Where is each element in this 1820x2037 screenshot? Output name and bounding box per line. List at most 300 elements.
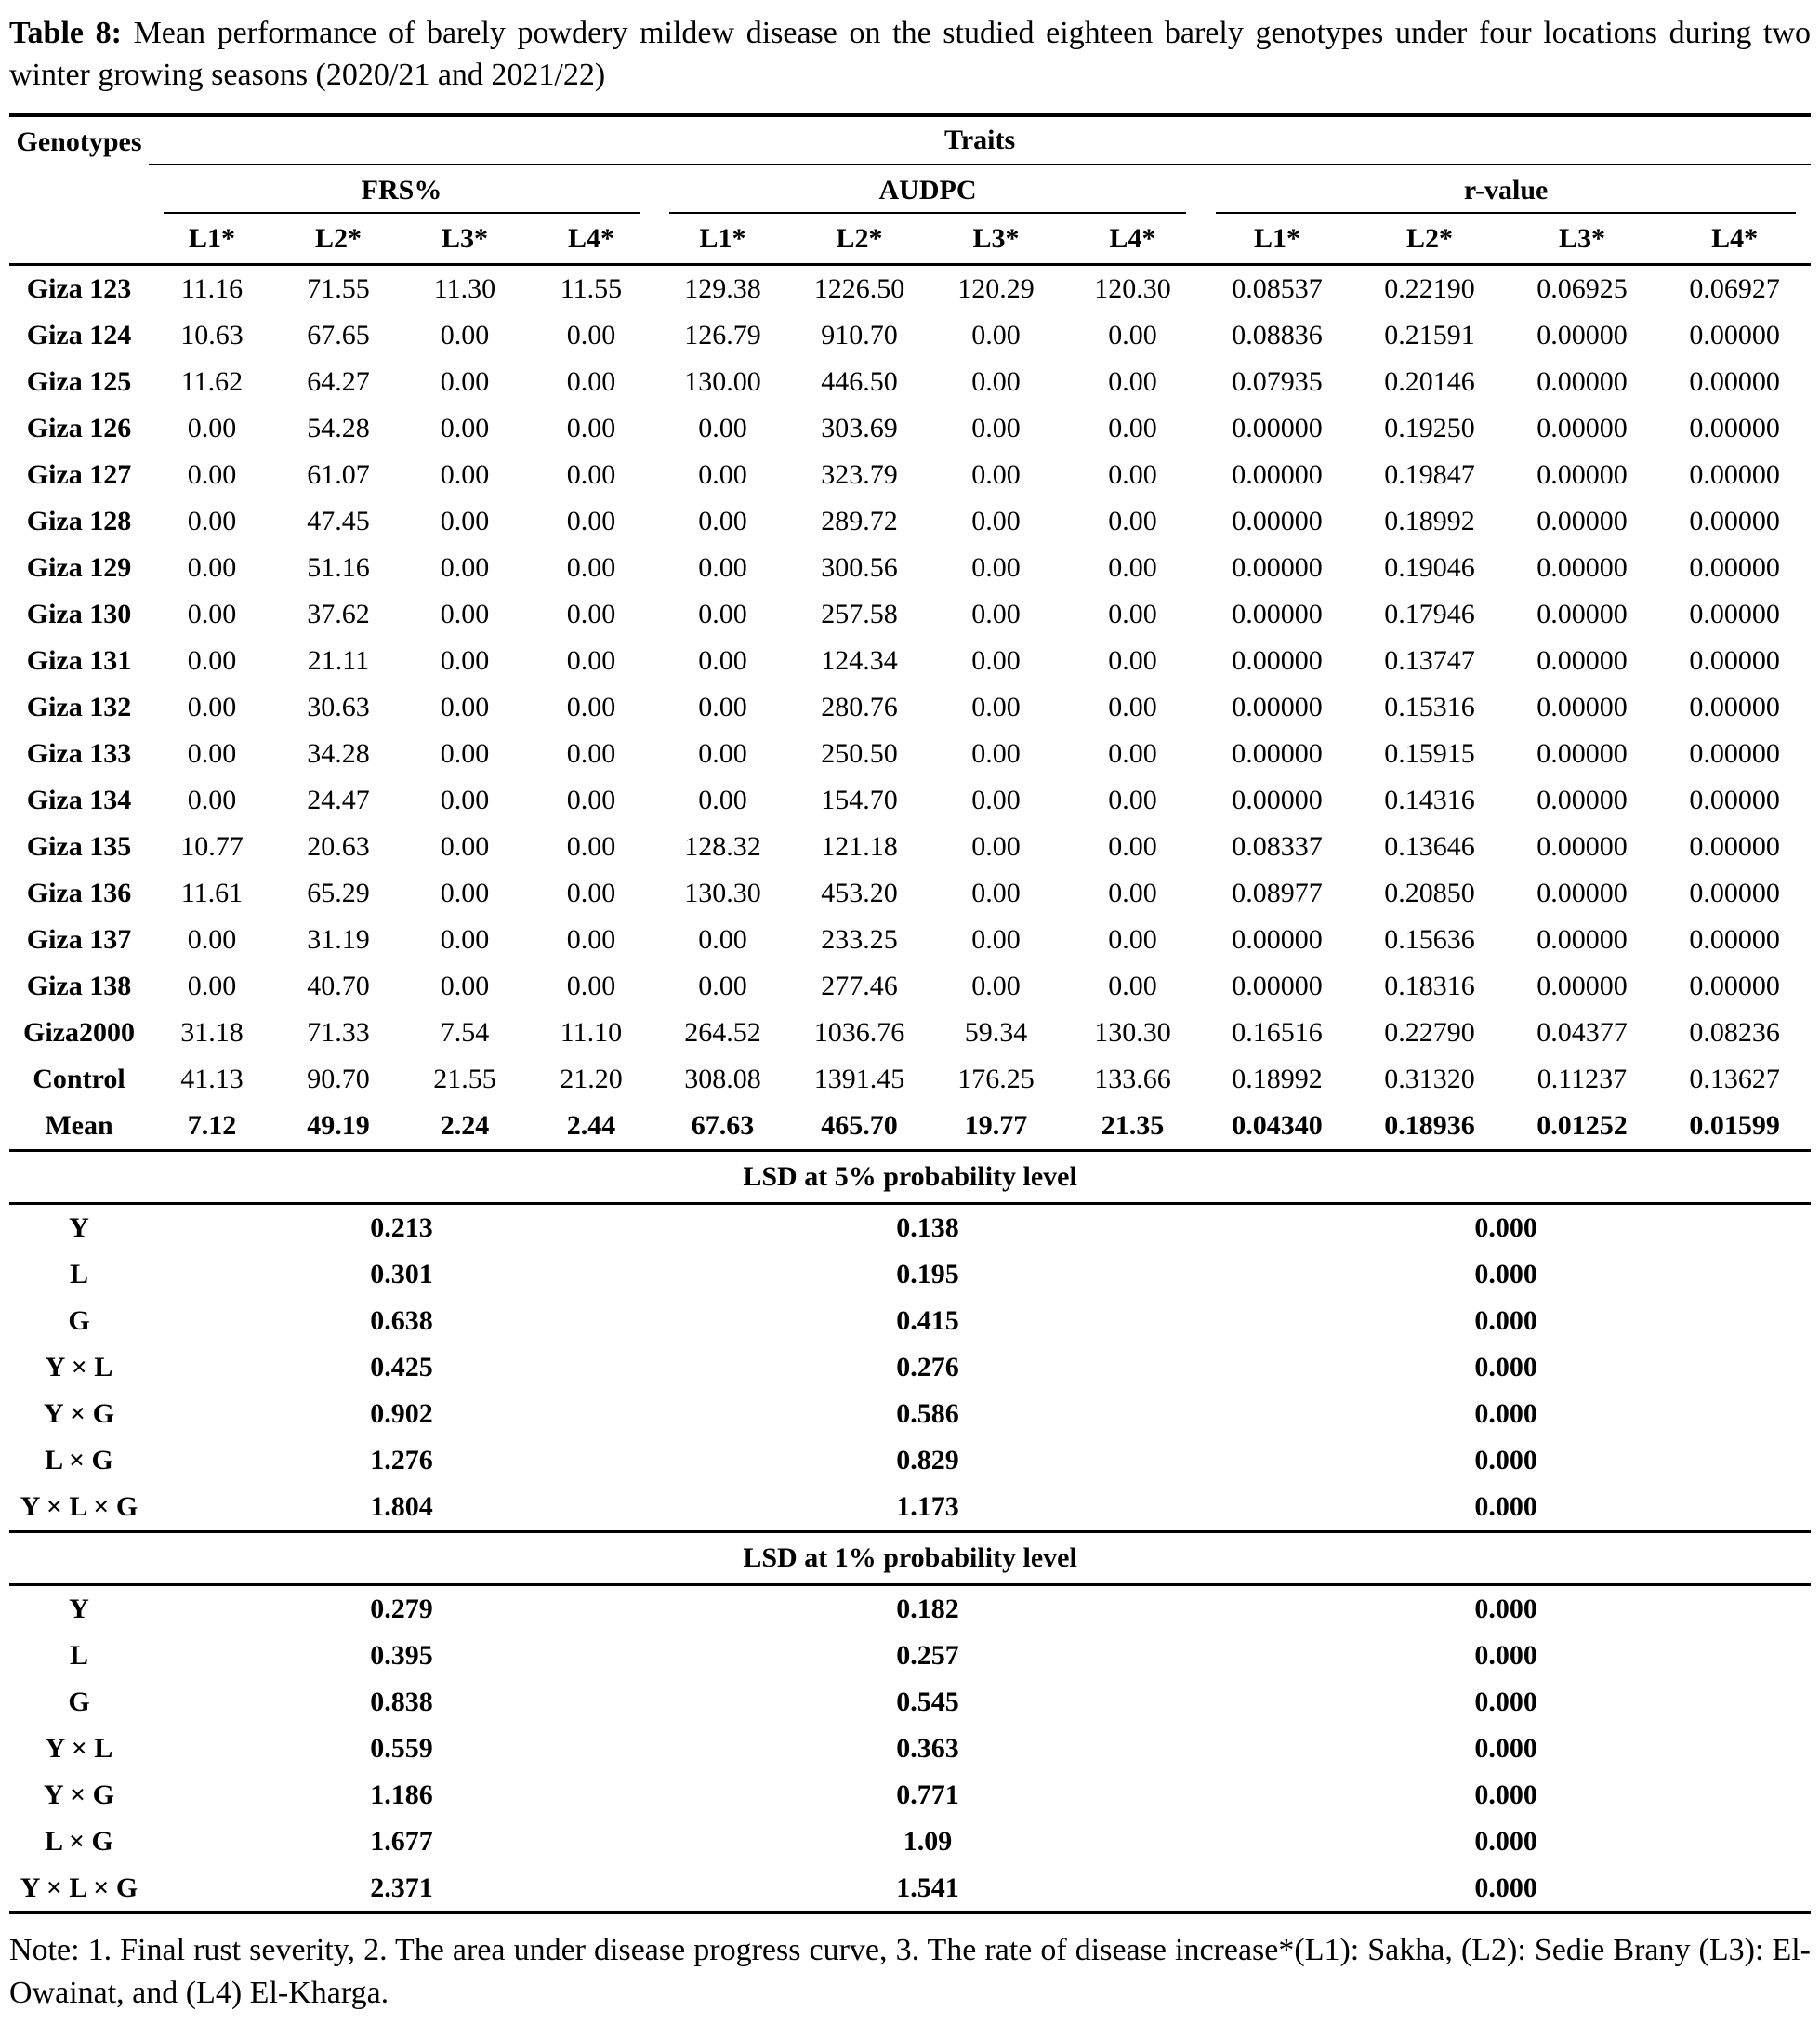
value-cell: 90.70 <box>307 1063 370 1094</box>
genotype-row <box>9 359 1811 405</box>
lsd-value: 0.000 <box>1474 1304 1537 1336</box>
lsd-value: 0.363 <box>896 1732 959 1764</box>
lsd-row <box>9 1391 1811 1437</box>
audpc-group-header <box>654 165 1201 214</box>
value-cell: 40.70 <box>307 970 370 1001</box>
value-cell: 277.46 <box>821 970 898 1001</box>
value-cell: 0.13646 <box>1384 830 1475 862</box>
value-cell: 0.00 <box>1108 923 1157 955</box>
value-cell: 0.11237 <box>1536 1063 1628 1094</box>
lsd-value: 0.000 <box>1474 1779 1537 1810</box>
lsd-value: 0.000 <box>1474 1639 1537 1671</box>
lsd-factor-label: L × G <box>45 1444 113 1475</box>
value-cell: 64.27 <box>307 365 370 397</box>
value-cell: 20.63 <box>307 830 370 862</box>
value-cell: 0.19046 <box>1384 551 1475 583</box>
results-table <box>9 113 1811 1914</box>
lsd-row <box>9 1679 1811 1726</box>
value-cell: 0.00 <box>698 737 747 769</box>
lsd-row <box>9 1203 1811 1251</box>
genotype-row <box>9 591 1811 638</box>
value-cell: 0.00000 <box>1232 458 1323 490</box>
value-cell: 0.00000 <box>1536 691 1628 722</box>
genotype-name: Giza 134 <box>26 784 132 815</box>
location-col-header: L2* <box>791 214 928 265</box>
mean-row <box>9 1103 1811 1151</box>
value-cell: 0.00 <box>698 458 747 490</box>
value-cell: 0.00000 <box>1689 877 1780 908</box>
value-cell: 0.00000 <box>1689 737 1780 769</box>
value-cell: 0.00 <box>187 551 237 583</box>
table-caption-text: Mean performance of barely powdery mildew disease on the studied eighteen barely genotypes under four locations during two winter growing seasons (2020/21 and 2021/22) <box>9 16 1811 92</box>
lsd-value: 0.425 <box>370 1351 433 1382</box>
value-cell: 0.01599 <box>1689 1109 1780 1141</box>
value-cell: 0.01252 <box>1536 1109 1628 1141</box>
value-cell: 0.00 <box>1108 458 1157 490</box>
value-cell: 120.29 <box>957 272 1035 304</box>
value-cell: 67.65 <box>307 319 370 351</box>
lsd1-rows <box>9 1584 1811 1912</box>
value-cell: 49.19 <box>307 1109 370 1141</box>
genotype-name: Giza 135 <box>26 830 132 862</box>
lsd-value: 0.586 <box>896 1397 959 1429</box>
value-cell: 0.00 <box>971 691 1021 722</box>
lsd-value: 0.000 <box>1474 1351 1537 1382</box>
value-cell: 0.00000 <box>1536 737 1628 769</box>
value-cell: 0.00 <box>566 691 616 722</box>
value-cell: 0.00 <box>971 830 1021 862</box>
value-cell: 37.62 <box>307 598 370 629</box>
value-cell: 154.70 <box>821 784 898 815</box>
value-cell: 0.00 <box>187 458 237 490</box>
value-cell: 0.00000 <box>1232 923 1323 955</box>
lsd-value: 0.000 <box>1474 1732 1537 1764</box>
genotype-row <box>9 405 1811 452</box>
value-cell: 0.00 <box>1108 737 1157 769</box>
lsd-value: 0.000 <box>1474 1872 1537 1903</box>
value-cell: 2.44 <box>566 1109 616 1141</box>
value-cell: 65.29 <box>307 877 370 908</box>
value-cell: 0.00 <box>971 505 1021 536</box>
value-cell: 233.25 <box>821 923 898 955</box>
genotype-row <box>9 731 1811 777</box>
value-cell: 0.00 <box>566 412 616 443</box>
genotype-name: Giza 123 <box>26 272 132 304</box>
value-cell: 51.16 <box>307 551 370 583</box>
value-cell: 0.08537 <box>1232 272 1323 304</box>
value-cell: 323.79 <box>821 458 898 490</box>
genotype-name: Giza 130 <box>26 598 132 629</box>
location-col-header: L4* <box>1064 214 1201 265</box>
value-cell: 0.00 <box>698 644 747 676</box>
value-cell: 67.63 <box>691 1109 755 1141</box>
lsd-value: 0.000 <box>1474 1825 1537 1857</box>
table-note: Note: 1. Final rust severity, 2. The area under disease progress curve, 3. The rate of disease increase*(L1): Sakha, (L2): Sedie Brany (L3): El-Owainat, and (L4) El-Kharga. <box>9 1932 1811 2010</box>
value-cell: 0.04340 <box>1232 1109 1323 1141</box>
value-cell: 71.33 <box>307 1016 370 1048</box>
value-cell: 0.08236 <box>1689 1016 1780 1048</box>
value-cell: 308.08 <box>684 1063 761 1094</box>
value-cell: 250.50 <box>821 737 898 769</box>
lsd-row <box>9 1484 1811 1532</box>
lsd-value: 1.173 <box>896 1490 959 1522</box>
value-cell: 130.30 <box>684 877 761 908</box>
lsd-value: 1.677 <box>370 1825 433 1857</box>
value-cell: 910.70 <box>821 319 898 351</box>
value-cell: 71.55 <box>307 272 370 304</box>
lsd-value: 0.000 <box>1474 1211 1537 1243</box>
lsd-value: 0.559 <box>370 1732 433 1764</box>
value-cell: 0.00 <box>566 598 616 629</box>
value-cell: 0.00000 <box>1536 644 1628 676</box>
value-cell: 0.00000 <box>1536 970 1628 1001</box>
value-cell: 0.00000 <box>1232 598 1323 629</box>
value-cell: 21.11 <box>307 644 370 676</box>
value-cell: 21.55 <box>433 1063 496 1094</box>
lsd-value: 0.138 <box>896 1211 959 1243</box>
frs-group-header <box>149 165 654 214</box>
lsd-factor-label: L <box>69 1639 88 1671</box>
value-cell: 0.00 <box>971 784 1021 815</box>
value-cell: 0.00 <box>1108 365 1157 397</box>
lsd-row <box>9 1584 1811 1633</box>
location-col-header: L4* <box>1658 214 1811 265</box>
value-cell: 0.00 <box>1108 319 1157 351</box>
location-col-header: L4* <box>528 214 654 265</box>
lsd5-section-header <box>9 1150 1811 1203</box>
value-cell: 257.58 <box>821 598 898 629</box>
lsd-value: 1.804 <box>370 1490 433 1522</box>
value-cell: 0.00 <box>698 598 747 629</box>
genotype-name: Giza 127 <box>26 458 132 490</box>
value-cell: 124.34 <box>821 644 898 676</box>
value-cell: 0.20146 <box>1384 365 1475 397</box>
value-cell: 0.14316 <box>1384 784 1475 815</box>
value-cell: 0.00 <box>440 737 490 769</box>
traits-header: Traits <box>149 115 1811 165</box>
value-cell: 0.00 <box>187 970 237 1001</box>
value-cell: 19.77 <box>964 1109 1028 1141</box>
lsd-value: 0.000 <box>1474 1593 1537 1624</box>
value-cell: 0.00 <box>440 319 490 351</box>
value-cell: 0.00000 <box>1689 598 1780 629</box>
lsd-value: 0.771 <box>896 1779 959 1810</box>
location-col-header: L2* <box>275 214 402 265</box>
genotype-name: Giza 131 <box>26 644 132 676</box>
value-cell: 465.70 <box>821 1109 898 1141</box>
lsd-factor-label: Y × L <box>45 1732 113 1764</box>
value-cell: 176.25 <box>957 1063 1035 1094</box>
value-cell: 0.00 <box>440 644 490 676</box>
value-cell: 0.00 <box>440 365 490 397</box>
value-cell: 0.00 <box>971 970 1021 1001</box>
value-cell: 129.38 <box>684 272 761 304</box>
traits-header-row <box>9 115 1811 165</box>
value-cell: 0.00 <box>566 365 616 397</box>
genotype-name: Giza 133 <box>26 737 132 769</box>
value-cell: 303.69 <box>821 412 898 443</box>
location-col-header: L2* <box>1353 214 1506 265</box>
lsd-factor-label: Y × L <box>45 1351 113 1382</box>
value-cell: 0.00 <box>440 970 490 1001</box>
value-cell: 0.00000 <box>1232 737 1323 769</box>
value-cell: 0.06925 <box>1536 272 1628 304</box>
value-cell: 0.00000 <box>1536 458 1628 490</box>
value-cell: 0.00 <box>566 784 616 815</box>
genotype-name: Giza 126 <box>26 412 132 443</box>
lsd-value: 0.415 <box>896 1304 959 1336</box>
lsd-factor-label: Y × L × G <box>20 1490 138 1522</box>
value-cell: 0.00 <box>440 598 490 629</box>
value-cell: 0.00000 <box>1689 830 1780 862</box>
value-cell: 0.00000 <box>1232 644 1323 676</box>
value-cell: 0.00 <box>1108 830 1157 862</box>
value-cell: 0.06927 <box>1689 272 1780 304</box>
lsd-row <box>9 1633 1811 1679</box>
value-cell: 11.62 <box>180 365 244 397</box>
value-cell: 0.00000 <box>1232 412 1323 443</box>
lsd-row <box>9 1437 1811 1484</box>
value-cell: 0.00000 <box>1536 598 1628 629</box>
value-cell: 0.00000 <box>1536 319 1628 351</box>
lsd5-title-row <box>9 1150 1811 1203</box>
value-cell: 0.00 <box>566 644 616 676</box>
value-cell: 0.00000 <box>1689 505 1780 536</box>
genotype-name: Giza 128 <box>26 505 132 536</box>
value-cell: 0.00 <box>440 691 490 722</box>
value-cell: 0.16516 <box>1232 1016 1323 1048</box>
value-cell: 10.77 <box>180 830 244 862</box>
value-cell: 0.04377 <box>1536 1016 1628 1048</box>
genotype-name: Control <box>33 1063 125 1094</box>
lsd-value: 0.638 <box>370 1304 433 1336</box>
location-col-header: L3* <box>402 214 528 265</box>
value-cell: 0.00 <box>187 644 237 676</box>
value-cell: 446.50 <box>821 365 898 397</box>
value-cell: 34.28 <box>307 737 370 769</box>
value-cell: 0.00 <box>698 412 747 443</box>
value-cell: 47.45 <box>307 505 370 536</box>
value-cell: 0.17946 <box>1384 598 1475 629</box>
value-cell: 0.00 <box>440 923 490 955</box>
value-cell: 0.00 <box>971 923 1021 955</box>
value-cell: 0.00 <box>566 830 616 862</box>
value-cell: 0.00000 <box>1689 319 1780 351</box>
value-cell: 0.18936 <box>1384 1109 1475 1141</box>
value-cell: 0.00 <box>566 319 616 351</box>
value-cell: 0.00000 <box>1536 877 1628 908</box>
value-cell: 0.00 <box>187 784 237 815</box>
value-cell: 0.00000 <box>1689 923 1780 955</box>
value-cell: 0.00000 <box>1536 784 1628 815</box>
lsd-value: 0.000 <box>1474 1397 1537 1429</box>
value-cell: 0.00 <box>566 923 616 955</box>
lsd-value: 0.276 <box>896 1351 959 1382</box>
lsd1-section-header <box>9 1531 1811 1584</box>
lsd-value: 0.902 <box>370 1397 433 1429</box>
value-cell: 0.00000 <box>1689 691 1780 722</box>
value-cell: 31.19 <box>307 923 370 955</box>
genotype-row <box>9 264 1811 312</box>
value-cell: 21.20 <box>560 1063 623 1094</box>
value-cell: 0.00000 <box>1689 644 1780 676</box>
table-number: Table 8: <box>9 16 122 50</box>
value-cell: 0.00 <box>971 412 1021 443</box>
genotype-row <box>9 452 1811 498</box>
lsd-row <box>9 1344 1811 1391</box>
lsd-value: 0.545 <box>896 1686 959 1717</box>
value-cell: 280.76 <box>821 691 898 722</box>
value-cell: 0.00000 <box>1232 505 1323 536</box>
genotype-row <box>9 870 1811 917</box>
lsd-value: 1.09 <box>903 1825 953 1857</box>
value-cell: 0.00 <box>971 877 1021 908</box>
value-cell: 0.21591 <box>1384 319 1475 351</box>
value-cell: 0.00 <box>566 505 616 536</box>
lsd-row <box>9 1819 1811 1865</box>
value-cell: 54.28 <box>307 412 370 443</box>
value-cell: 0.00000 <box>1689 970 1780 1001</box>
location-col-header: L1* <box>1201 214 1353 265</box>
value-cell: 0.00 <box>698 691 747 722</box>
location-col-header: L3* <box>928 214 1064 265</box>
genotype-name: Giza 137 <box>26 923 132 955</box>
lsd1-title: LSD at 1% probability level <box>9 1531 1811 1584</box>
value-cell: 0.00 <box>971 644 1021 676</box>
value-cell: 0.13627 <box>1689 1063 1780 1094</box>
lsd-factor-label: Y × G <box>44 1397 114 1429</box>
value-cell: 121.18 <box>821 830 898 862</box>
value-cell: 289.72 <box>821 505 898 536</box>
value-cell: 0.00000 <box>1536 505 1628 536</box>
value-cell: 0.15636 <box>1384 923 1475 955</box>
value-cell: 0.00 <box>1108 551 1157 583</box>
value-cell: 0.00 <box>1108 877 1157 908</box>
lsd-factor-label: Y <box>69 1211 89 1243</box>
lsd-factor-label: G <box>68 1686 90 1717</box>
value-cell: 126.79 <box>684 319 761 351</box>
value-cell: 120.30 <box>1094 272 1171 304</box>
lsd-value: 0.000 <box>1474 1490 1537 1522</box>
value-cell: 0.00 <box>566 458 616 490</box>
value-cell: 300.56 <box>821 551 898 583</box>
lsd-value: 1.276 <box>370 1444 433 1475</box>
value-cell: 10.63 <box>180 319 244 351</box>
value-cell: 0.00 <box>566 551 616 583</box>
value-cell: 0.00 <box>1108 691 1157 722</box>
value-cell: 0.00 <box>566 970 616 1001</box>
value-cell: 7.12 <box>187 1109 237 1141</box>
value-cell: 0.00 <box>566 877 616 908</box>
value-cell: 0.00 <box>971 458 1021 490</box>
value-cell: 0.08337 <box>1232 830 1323 862</box>
value-cell: 41.13 <box>180 1063 244 1094</box>
value-cell: 0.00000 <box>1689 784 1780 815</box>
value-cell: 0.00 <box>440 505 490 536</box>
lsd-value: 1.186 <box>370 1779 433 1810</box>
value-cell: 0.07935 <box>1232 365 1323 397</box>
value-cell: 0.00000 <box>1232 691 1323 722</box>
value-cell: 0.18316 <box>1384 970 1475 1001</box>
value-cell: 0.00 <box>440 551 490 583</box>
lsd-row <box>9 1726 1811 1772</box>
location-col-header: L1* <box>654 214 791 265</box>
genotype-name: Giza2000 <box>23 1016 135 1048</box>
genotype-name: Giza 125 <box>26 365 132 397</box>
table-caption <box>9 13 1811 97</box>
genotype-name: Giza 129 <box>26 551 132 583</box>
genotype-name: Giza 124 <box>26 319 132 351</box>
value-cell: 0.00000 <box>1232 970 1323 1001</box>
value-cell: 0.15915 <box>1384 737 1475 769</box>
lsd-value: 0.279 <box>370 1593 433 1624</box>
rvalue-group-label: r-value <box>1216 165 1796 214</box>
value-cell: 0.00 <box>1108 970 1157 1001</box>
value-cell: 0.00 <box>698 923 747 955</box>
lsd-value: 0.000 <box>1474 1258 1537 1290</box>
lsd-value: 0.257 <box>896 1639 959 1671</box>
value-cell: 0.00 <box>1108 598 1157 629</box>
genotype-row <box>9 824 1811 870</box>
lsd-factor-label: L × G <box>45 1825 113 1857</box>
value-cell: 0.00 <box>440 784 490 815</box>
value-cell: 0.00 <box>440 830 490 862</box>
value-cell: 0.00 <box>187 737 237 769</box>
value-cell: 0.08977 <box>1232 877 1323 908</box>
value-cell: 0.08836 <box>1232 319 1323 351</box>
value-cell: 0.00 <box>187 412 237 443</box>
value-cell: 0.00 <box>187 923 237 955</box>
value-cell: 24.47 <box>307 784 370 815</box>
value-cell: 0.00000 <box>1536 923 1628 955</box>
value-cell: 21.35 <box>1101 1109 1165 1141</box>
genotypes-column-header: Genotypes <box>9 115 149 265</box>
location-col-header: L3* <box>1506 214 1658 265</box>
lsd5-title: LSD at 5% probability level <box>9 1150 1811 1203</box>
location-header-row <box>9 214 1811 265</box>
lsd-factor-label: G <box>68 1304 90 1336</box>
value-cell: 133.66 <box>1094 1063 1171 1094</box>
genotype-row <box>9 684 1811 731</box>
genotype-row <box>9 638 1811 684</box>
trait-groups-row <box>9 165 1811 214</box>
genotype-row <box>9 917 1811 963</box>
value-cell: 0.00 <box>187 598 237 629</box>
value-cell: 0.00 <box>971 365 1021 397</box>
genotype-name: Giza 138 <box>26 970 132 1001</box>
lsd-row <box>9 1865 1811 1913</box>
value-cell: 0.00 <box>698 505 747 536</box>
value-cell: 0.00 <box>1108 784 1157 815</box>
lsd-value: 1.541 <box>896 1872 959 1903</box>
genotype-row <box>9 498 1811 545</box>
lsd-value: 0.000 <box>1474 1686 1537 1717</box>
audpc-group-label: AUDPC <box>669 165 1186 214</box>
value-cell: 0.31320 <box>1384 1063 1475 1094</box>
value-cell: 0.00 <box>1108 505 1157 536</box>
value-cell: 0.00 <box>440 877 490 908</box>
value-cell: 11.10 <box>560 1016 623 1048</box>
lsd-value: 0.195 <box>896 1258 959 1290</box>
rvalue-group-header <box>1201 165 1811 214</box>
value-cell: 0.00 <box>440 458 490 490</box>
value-cell: 0.19250 <box>1384 412 1475 443</box>
value-cell: 11.55 <box>560 272 623 304</box>
value-cell: 0.00 <box>1108 412 1157 443</box>
value-cell: 7.54 <box>440 1016 490 1048</box>
value-cell: 0.00 <box>698 551 747 583</box>
genotype-row <box>9 545 1811 591</box>
